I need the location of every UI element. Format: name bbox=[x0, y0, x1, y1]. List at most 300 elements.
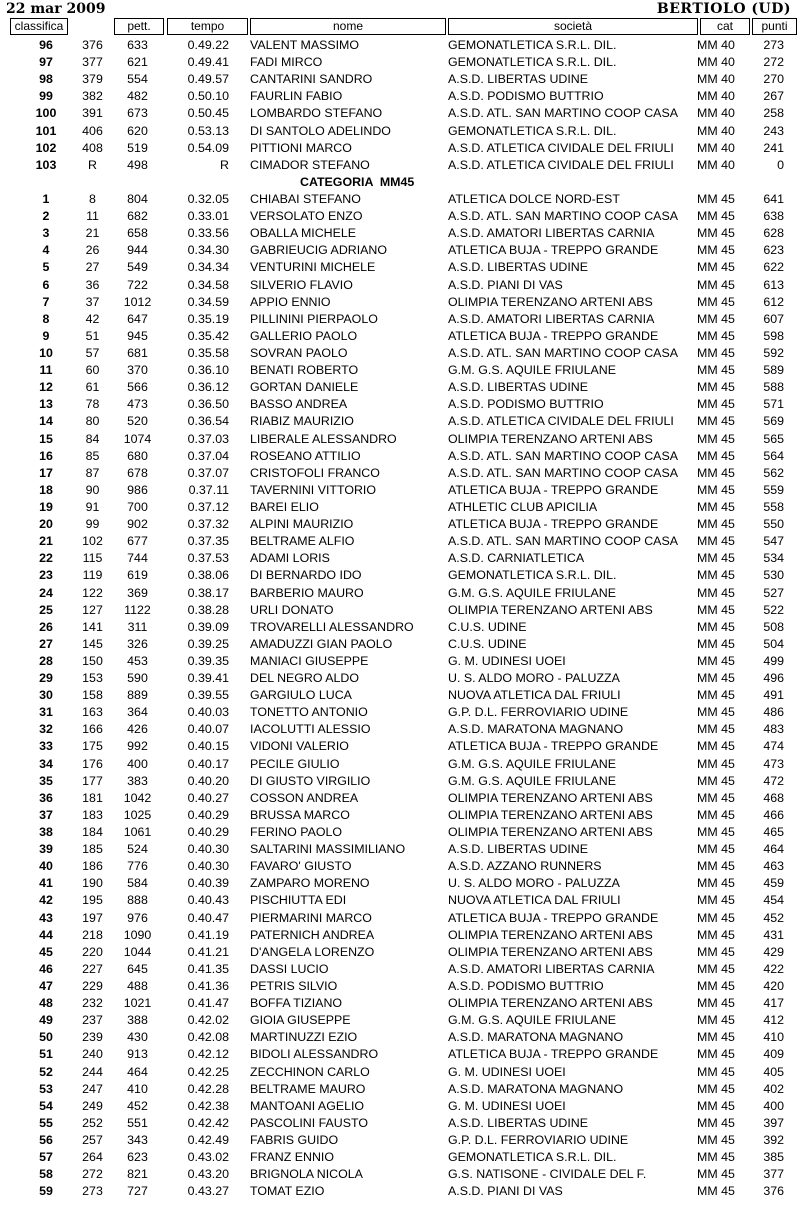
category-cell: MM 45 bbox=[697, 243, 735, 258]
category-cell: MM 45 bbox=[697, 653, 735, 668]
category-cell: MM 45 bbox=[697, 345, 735, 360]
table-row bbox=[0, 294, 805, 311]
athlete-name-cell: TROVARELLI ALESSANDRO bbox=[250, 619, 414, 634]
club-cell: G.M. G.S. AQUILE FRIULANE bbox=[448, 1013, 616, 1028]
pos-overall-cell: 158 bbox=[82, 688, 103, 703]
time-cell: 0.41.21 bbox=[187, 944, 229, 959]
table-row bbox=[0, 311, 805, 328]
rank-cell: 25 bbox=[39, 602, 53, 617]
club-cell: A.S.D. LIBERTAS UDINE bbox=[448, 380, 589, 395]
bib-cell: 519 bbox=[127, 140, 148, 155]
points-cell: 534 bbox=[763, 551, 784, 566]
pos-overall-cell: 26 bbox=[85, 243, 100, 258]
club-cell: ATLETICA BUJA - TREPPO GRANDE bbox=[448, 328, 659, 343]
club-cell: A.S.D. AMATORI LIBERTAS CARNIA bbox=[448, 961, 655, 976]
athlete-name-cell: FABRIS GUIDO bbox=[250, 1133, 339, 1147]
club-cell: A.S.D. ATLETICA CIVIDALE DEL FRIULI bbox=[448, 157, 674, 172]
athlete-name-cell: DEL NEGRO ALDO bbox=[250, 671, 360, 686]
time-cell: 0.35.58 bbox=[187, 345, 229, 360]
bib-cell: 623 bbox=[127, 1150, 148, 1165]
time-cell: 0.40.39 bbox=[187, 876, 229, 891]
category-cell: MM 45 bbox=[697, 790, 735, 805]
category-cell: MM 45 bbox=[697, 551, 735, 566]
category-cell: MM 45 bbox=[697, 671, 735, 686]
time-cell: 0.40.43 bbox=[187, 893, 229, 908]
header-classifica: classifica bbox=[10, 18, 68, 35]
pos-overall-cell: 195 bbox=[82, 893, 103, 908]
bib-cell: 678 bbox=[127, 465, 148, 480]
points-cell: 402 bbox=[763, 1081, 784, 1096]
time-cell: 0.39.25 bbox=[187, 636, 229, 651]
bib-cell: 383 bbox=[127, 773, 148, 788]
table-row bbox=[0, 961, 805, 978]
category-cell: MM 45 bbox=[697, 1115, 735, 1130]
table-row bbox=[0, 1183, 805, 1200]
pos-overall-cell: 36 bbox=[85, 277, 100, 292]
rank-cell: 20 bbox=[39, 517, 53, 532]
club-cell: A.S.D. LIBERTAS UDINE bbox=[448, 842, 589, 857]
rank-cell: 99 bbox=[39, 89, 53, 104]
category-cell: MM 40 bbox=[697, 55, 735, 70]
header-tempo: tempo bbox=[167, 18, 248, 35]
points-cell: 420 bbox=[763, 979, 784, 994]
table-row bbox=[0, 105, 805, 122]
club-cell: ATLETICA BUJA - TREPPO GRANDE bbox=[448, 482, 659, 497]
time-cell: 0.43.02 bbox=[187, 1150, 229, 1165]
athlete-name-cell: CHIABAI STEFANO bbox=[250, 191, 361, 206]
athlete-name-cell: GIOIA GIUSEPPE bbox=[250, 1013, 351, 1028]
category-cell: MM 45 bbox=[697, 944, 735, 959]
points-cell: 472 bbox=[763, 773, 784, 788]
club-cell: GEMONATLETICA S.R.L. DIL. bbox=[448, 123, 617, 138]
points-cell: 431 bbox=[763, 927, 784, 942]
table-row bbox=[0, 191, 805, 208]
time-cell: 0.50.10 bbox=[187, 89, 229, 104]
club-cell: G. M. UDINESI UOEI bbox=[448, 1098, 566, 1113]
bib-cell: 680 bbox=[127, 448, 148, 463]
time-cell: 0.40.17 bbox=[187, 756, 229, 771]
table-row bbox=[0, 345, 805, 362]
bib-cell: 945 bbox=[127, 328, 148, 343]
pos-overall-cell: 27 bbox=[85, 260, 100, 275]
pos-overall-cell: 119 bbox=[82, 568, 103, 583]
time-cell: 0.37.03 bbox=[187, 431, 229, 446]
category-cell: MM 45 bbox=[697, 414, 735, 429]
category-cell: MM 40 bbox=[697, 140, 735, 155]
rank-cell: 7 bbox=[42, 294, 50, 309]
time-cell: 0.37.12 bbox=[187, 499, 229, 514]
table-row bbox=[0, 978, 805, 995]
time-cell: 0.33.56 bbox=[187, 226, 229, 241]
bib-cell: 566 bbox=[127, 380, 148, 395]
page-header bbox=[0, 1, 805, 19]
category-cell: MM 45 bbox=[697, 568, 735, 583]
club-cell: NUOVA ATLETICA DAL FRIULI bbox=[448, 893, 621, 908]
category-cell: MM 45 bbox=[697, 1013, 735, 1028]
club-cell: OLIMPIA TERENZANO ARTENI ABS bbox=[448, 944, 653, 959]
rank-cell: 51 bbox=[39, 1047, 53, 1062]
points-cell: 547 bbox=[763, 534, 784, 549]
category-cell: MM 45 bbox=[697, 705, 735, 720]
club-cell: G. M. UDINESI UOEI bbox=[448, 1064, 566, 1079]
time-cell: 0.36.54 bbox=[187, 414, 229, 429]
rank-cell: 18 bbox=[39, 482, 53, 497]
time-cell: 0.54.09 bbox=[187, 140, 229, 155]
time-cell: 0.35.19 bbox=[187, 311, 229, 326]
table-row bbox=[0, 482, 805, 499]
bib-cell: 453 bbox=[127, 653, 148, 668]
bib-cell: 1074 bbox=[123, 431, 152, 446]
athlete-name-cell: TONETTO ANTONIO bbox=[250, 705, 368, 720]
pos-overall-cell: 257 bbox=[82, 1133, 103, 1147]
category-cell: MM 45 bbox=[697, 431, 735, 446]
bib-cell: 621 bbox=[127, 55, 148, 70]
rank-cell: 45 bbox=[39, 944, 53, 959]
rank-cell: 31 bbox=[39, 705, 53, 720]
athlete-name-cell: APPIO ENNIO bbox=[250, 294, 331, 309]
category-cell: MM 45 bbox=[697, 277, 735, 292]
rank-cell: 100 bbox=[35, 106, 57, 121]
rank-cell: 34 bbox=[39, 756, 53, 771]
athlete-name-cell: MARTINUZZI EZIO bbox=[250, 1030, 358, 1045]
table-row bbox=[0, 619, 805, 636]
table-row bbox=[0, 1064, 805, 1081]
bib-cell: 722 bbox=[127, 277, 148, 292]
bib-cell: 902 bbox=[127, 517, 148, 532]
time-cell: 0.40.03 bbox=[187, 705, 229, 720]
club-cell: ATLETICA BUJA - TREPPO GRANDE bbox=[448, 910, 659, 925]
points-cell: 459 bbox=[763, 876, 784, 891]
time-cell: 0.41.35 bbox=[187, 961, 229, 976]
athlete-name-cell: CIMADOR STEFANO bbox=[250, 157, 370, 172]
category-cell: MM 40 bbox=[697, 72, 735, 87]
athlete-name-cell: LOMBARDO STEFANO bbox=[250, 106, 383, 121]
points-cell: 273 bbox=[763, 38, 784, 52]
rank-cell: 38 bbox=[39, 825, 53, 840]
table-row bbox=[0, 140, 805, 157]
athlete-name-cell: D'ANGELA LORENZO bbox=[250, 944, 375, 959]
time-cell: 0.33.01 bbox=[187, 209, 229, 224]
rank-cell: 29 bbox=[39, 671, 53, 686]
bib-cell: 551 bbox=[127, 1115, 148, 1130]
rank-cell: 52 bbox=[39, 1064, 53, 1079]
table-row bbox=[0, 1081, 805, 1098]
rank-cell: 10 bbox=[39, 345, 53, 360]
bib-cell: 430 bbox=[127, 1030, 148, 1045]
athlete-name-cell: DI SANTOLO ADELINDO bbox=[250, 123, 391, 138]
pos-overall-cell: 87 bbox=[85, 465, 100, 480]
table-row bbox=[0, 328, 805, 345]
club-cell: GEMONATLETICA S.R.L. DIL. bbox=[448, 568, 617, 583]
points-cell: 272 bbox=[763, 55, 784, 70]
points-cell: 569 bbox=[763, 414, 784, 429]
club-cell: ATLETICA DOLCE NORD-EST bbox=[448, 191, 620, 206]
category-cell: MM 40 bbox=[697, 106, 735, 121]
athlete-name-cell: AMADUZZI GIAN PAOLO bbox=[250, 636, 393, 651]
rank-cell: 32 bbox=[39, 722, 53, 737]
rank-cell: 102 bbox=[35, 140, 57, 155]
bib-cell: 464 bbox=[127, 1064, 148, 1079]
athlete-name-cell: DI GIUSTO VIRGILIO bbox=[250, 773, 371, 788]
time-cell: 0.49.41 bbox=[187, 55, 229, 70]
pos-overall-cell: 184 bbox=[82, 825, 103, 840]
bib-cell: 804 bbox=[127, 191, 148, 206]
rank-cell: 4 bbox=[42, 243, 50, 258]
bib-cell: 473 bbox=[127, 397, 148, 412]
bib-cell: 744 bbox=[127, 551, 148, 566]
club-cell: A.S.D. ATLETICA CIVIDALE DEL FRIULI bbox=[448, 414, 674, 429]
points-cell: 452 bbox=[763, 910, 784, 925]
category-cell: MM 45 bbox=[697, 499, 735, 514]
time-cell: 0.36.12 bbox=[187, 380, 229, 395]
time-cell: 0.40.30 bbox=[187, 842, 229, 857]
points-cell: 410 bbox=[763, 1030, 784, 1045]
pos-overall-cell: 80 bbox=[85, 414, 100, 429]
athlete-name-cell: GORTAN DANIELE bbox=[250, 380, 359, 395]
time-cell: 0.42.28 bbox=[187, 1081, 229, 1096]
club-cell: U. S. ALDO MORO - PALUZZA bbox=[448, 671, 620, 686]
time-cell: 0.50.45 bbox=[187, 106, 229, 121]
table-row bbox=[0, 88, 805, 105]
club-cell: A.S.D. ATL. SAN MARTINO COOP CASA bbox=[448, 106, 678, 121]
category-cell: MM 45 bbox=[697, 979, 735, 994]
rank-cell: 35 bbox=[39, 773, 53, 788]
time-cell: 0.34.58 bbox=[187, 277, 229, 292]
athlete-name-cell: RIABIZ MAURIZIO bbox=[250, 414, 354, 429]
time-cell: 0.40.30 bbox=[187, 859, 229, 874]
rank-cell: 9 bbox=[42, 328, 50, 343]
club-cell: A.S.D. LIBERTAS UDINE bbox=[448, 260, 589, 275]
athlete-name-cell: ALPINI MAURIZIO bbox=[250, 517, 354, 532]
table-row bbox=[0, 807, 805, 824]
points-cell: 589 bbox=[763, 363, 784, 378]
points-cell: 468 bbox=[763, 790, 784, 805]
time-cell: 0.42.38 bbox=[187, 1098, 229, 1113]
bib-cell: 682 bbox=[127, 209, 148, 224]
time-cell: 0.39.55 bbox=[187, 688, 229, 703]
points-cell: 392 bbox=[763, 1133, 784, 1147]
points-cell: 623 bbox=[763, 243, 784, 258]
points-cell: 491 bbox=[763, 688, 784, 703]
bib-cell: 1122 bbox=[124, 602, 151, 617]
bib-cell: 645 bbox=[127, 961, 148, 976]
rank-cell: 49 bbox=[39, 1013, 53, 1028]
rank-cell: 26 bbox=[39, 619, 53, 634]
rank-cell: 14 bbox=[39, 414, 53, 429]
athlete-name-cell: CANTARINI SANDRO bbox=[250, 72, 373, 87]
rank-cell: 30 bbox=[39, 688, 53, 703]
table-row bbox=[0, 157, 805, 174]
athlete-name-cell: TAVERNINI VITTORIO bbox=[250, 482, 376, 497]
category-cell: MM 45 bbox=[697, 842, 735, 857]
pos-overall-cell: R bbox=[88, 157, 97, 172]
time-cell: 0.43.20 bbox=[187, 1167, 229, 1182]
table-row bbox=[0, 431, 805, 448]
club-cell: OLIMPIA TERENZANO ARTENI ABS bbox=[448, 996, 653, 1011]
time-cell: 0.53.13 bbox=[187, 123, 229, 138]
athlete-name-cell: GARGIULO LUCA bbox=[250, 688, 352, 703]
rank-cell: 24 bbox=[39, 585, 53, 600]
rank-cell: 11 bbox=[39, 363, 53, 378]
time-cell: 0.41.47 bbox=[187, 996, 229, 1011]
points-cell: 409 bbox=[763, 1047, 784, 1062]
bib-cell: 1012 bbox=[123, 294, 152, 309]
athlete-name-cell: BASSO ANDREA bbox=[250, 397, 348, 412]
time-cell: 0.42.12 bbox=[187, 1047, 229, 1062]
table-row bbox=[0, 396, 805, 413]
points-cell: 385 bbox=[763, 1150, 784, 1165]
time-cell: 0.40.29 bbox=[187, 825, 229, 840]
table-row bbox=[0, 927, 805, 944]
time-cell: 0.42.02 bbox=[187, 1013, 229, 1028]
table-row bbox=[0, 448, 805, 465]
category-cell: MM 45 bbox=[697, 773, 735, 788]
rank-cell: 101 bbox=[35, 123, 57, 138]
category-cell: MM 45 bbox=[697, 328, 735, 343]
pos-overall-cell: 273 bbox=[82, 1184, 103, 1199]
header-cat: cat bbox=[700, 18, 750, 35]
pos-overall-cell: 51 bbox=[85, 328, 100, 343]
rank-cell: 17 bbox=[39, 465, 53, 480]
table-row bbox=[0, 841, 805, 858]
table-row bbox=[0, 704, 805, 721]
table-row bbox=[0, 567, 805, 584]
club-cell: A.S.D. ATL. SAN MARTINO COOP CASA bbox=[448, 345, 678, 360]
table-row bbox=[0, 721, 805, 738]
pos-overall-cell: 190 bbox=[82, 876, 103, 891]
bib-cell: 482 bbox=[127, 89, 148, 104]
table-row bbox=[0, 602, 805, 619]
athlete-name-cell: LIBERALE ALESSANDRO bbox=[250, 431, 397, 446]
table-row bbox=[0, 516, 805, 533]
club-cell: A.S.D. ATL. SAN MARTINO COOP CASA bbox=[448, 534, 678, 549]
rank-cell: 54 bbox=[39, 1098, 53, 1113]
pos-overall-cell: 78 bbox=[85, 397, 100, 412]
bib-cell: 590 bbox=[127, 671, 148, 686]
bib-cell: 821 bbox=[127, 1167, 148, 1182]
points-cell: 496 bbox=[763, 671, 784, 686]
category-cell: MM 45 bbox=[697, 859, 735, 874]
table-row bbox=[0, 653, 805, 670]
points-cell: 564 bbox=[763, 448, 784, 463]
athlete-name-cell: FERINO PAOLO bbox=[250, 825, 343, 840]
table-row bbox=[0, 910, 805, 927]
time-cell: 0.39.41 bbox=[187, 671, 229, 686]
points-cell: 466 bbox=[763, 807, 784, 822]
rank-cell: 33 bbox=[39, 739, 53, 754]
time-cell: R bbox=[220, 157, 229, 172]
table-row bbox=[0, 242, 805, 259]
bib-cell: 369 bbox=[127, 585, 148, 600]
athlete-name-cell: ZAMPARO MORENO bbox=[250, 876, 370, 891]
table-row bbox=[0, 1115, 805, 1132]
time-cell: 0.41.19 bbox=[187, 927, 229, 942]
time-cell: 0.42.49 bbox=[187, 1133, 229, 1147]
category-heading-row bbox=[0, 174, 805, 191]
bib-cell: 677 bbox=[127, 534, 148, 549]
time-cell: 0.42.25 bbox=[187, 1064, 229, 1079]
pos-overall-cell: 237 bbox=[82, 1013, 103, 1028]
athlete-name-cell: BOFFA TIZIANO bbox=[250, 996, 343, 1011]
club-cell: G.M. G.S. AQUILE FRIULANE bbox=[448, 773, 616, 788]
header-societa: società bbox=[448, 18, 698, 35]
points-cell: 397 bbox=[763, 1115, 784, 1130]
points-cell: 376 bbox=[763, 1184, 784, 1199]
points-cell: 405 bbox=[763, 1064, 784, 1079]
pos-overall-cell: 85 bbox=[85, 448, 100, 463]
table-row bbox=[0, 1132, 805, 1149]
points-cell: 592 bbox=[763, 345, 784, 360]
category-cell: MM 45 bbox=[697, 739, 735, 754]
pos-overall-cell: 227 bbox=[82, 961, 103, 976]
bib-cell: 986 bbox=[127, 482, 148, 497]
category-cell: MM 45 bbox=[697, 363, 735, 378]
athlete-name-cell: ADAMI LORIS bbox=[250, 551, 330, 566]
header-punti: punti bbox=[752, 18, 797, 35]
time-cell: 0.40.27 bbox=[187, 790, 229, 805]
athlete-name-cell: BELTRAME MAURO bbox=[250, 1081, 366, 1096]
time-cell: 0.40.47 bbox=[187, 910, 229, 925]
bib-cell: 1042 bbox=[123, 790, 152, 805]
points-cell: 638 bbox=[763, 209, 784, 224]
rank-cell: 44 bbox=[39, 927, 53, 942]
table-row bbox=[0, 790, 805, 807]
category-cell: MM 45 bbox=[697, 585, 735, 600]
points-cell: 429 bbox=[763, 944, 784, 959]
athlete-name-cell: PITTIONI MARCO bbox=[250, 140, 352, 155]
points-cell: 377 bbox=[763, 1167, 784, 1182]
table-row bbox=[0, 54, 805, 71]
pos-overall-cell: 60 bbox=[85, 363, 100, 378]
club-cell: A.S.D. LIBERTAS UDINE bbox=[448, 72, 589, 87]
pos-overall-cell: 376 bbox=[82, 38, 103, 52]
pos-overall-cell: 377 bbox=[82, 55, 103, 70]
category-cell: MM 45 bbox=[697, 1064, 735, 1079]
pos-overall-cell: 141 bbox=[82, 619, 103, 634]
points-cell: 463 bbox=[763, 859, 784, 874]
category-cell: MM 40 bbox=[697, 123, 735, 138]
club-cell: U. S. ALDO MORO - PALUZZA bbox=[448, 876, 620, 891]
pos-overall-cell: 249 bbox=[82, 1098, 103, 1113]
table-row bbox=[0, 1029, 805, 1046]
points-cell: 571 bbox=[763, 397, 784, 412]
table-row bbox=[0, 208, 805, 225]
table-row bbox=[0, 636, 805, 653]
club-cell: NUOVA ATLETICA DAL FRIULI bbox=[448, 688, 621, 703]
rank-cell: 2 bbox=[42, 209, 50, 224]
points-cell: 598 bbox=[763, 328, 784, 343]
table-row bbox=[0, 756, 805, 773]
bib-cell: 549 bbox=[127, 260, 148, 275]
points-cell: 550 bbox=[763, 517, 784, 532]
points-cell: 565 bbox=[763, 431, 784, 446]
rank-cell: 13 bbox=[39, 397, 53, 412]
club-cell: G.M. G.S. AQUILE FRIULANE bbox=[448, 756, 616, 771]
pos-overall-cell: 175 bbox=[82, 739, 103, 754]
rank-cell: 8 bbox=[42, 311, 50, 326]
club-cell: A.S.D. ATLETICA CIVIDALE DEL FRIULI bbox=[448, 140, 674, 155]
bib-cell: 1061 bbox=[123, 825, 152, 840]
pos-overall-cell: 57 bbox=[85, 345, 100, 360]
rank-cell: 50 bbox=[39, 1030, 53, 1045]
time-cell: 0.37.32 bbox=[187, 517, 229, 532]
bib-cell: 498 bbox=[127, 157, 148, 172]
athlete-name-cell: BRUSSA MARCO bbox=[250, 807, 350, 822]
club-cell: ATLETICA BUJA - TREPPO GRANDE bbox=[448, 243, 659, 258]
time-cell: 0.39.09 bbox=[187, 619, 229, 634]
club-cell: A.S.D. ATL. SAN MARTINO COOP CASA bbox=[448, 209, 678, 224]
time-cell: 0.42.08 bbox=[187, 1030, 229, 1045]
